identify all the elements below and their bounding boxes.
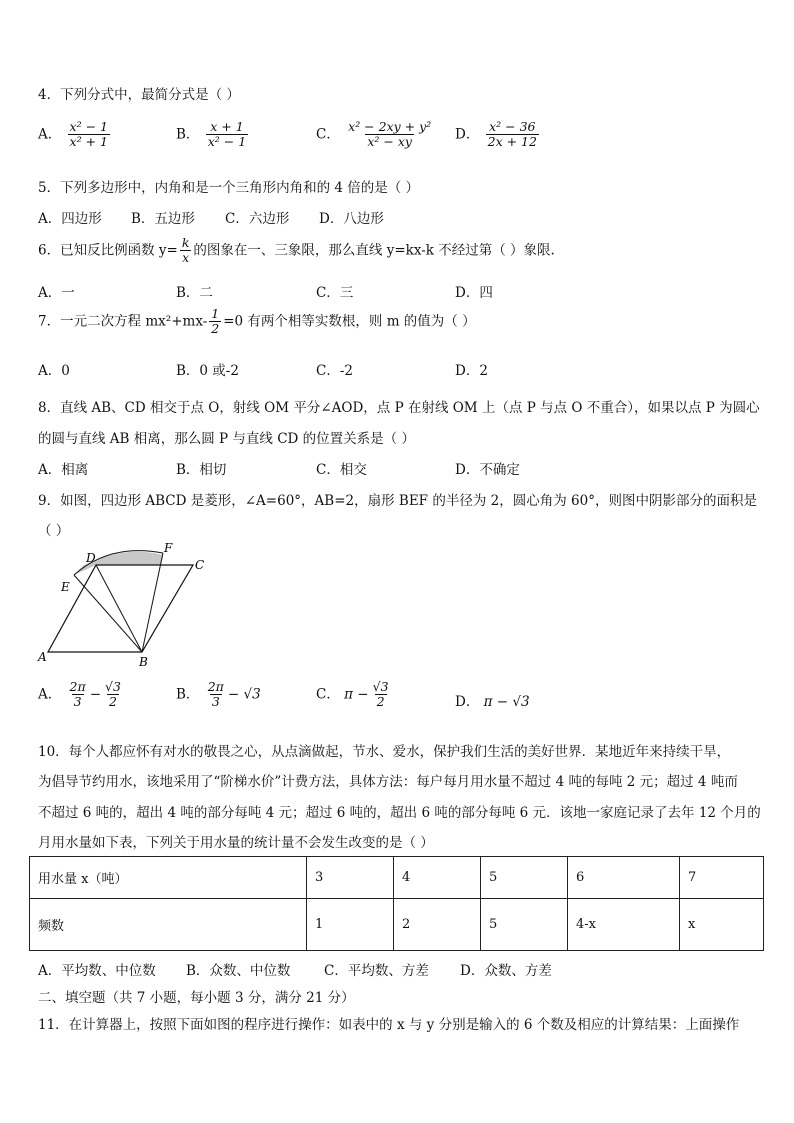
q10-line2: 为倡导节约用水，该地采用了“阶梯水价”计费方法，具体方法：每户每月用水量不超过 4 吨的每吨 2 元；超过 4 吨而 (38, 774, 738, 790)
q7-option-a[interactable]: A．0 (38, 363, 70, 379)
q6-option-c[interactable]: C．三 (316, 285, 354, 301)
q10-line1: 10．每个人都应怀有对水的敬畏之心，从点滴做起，节水、爱水，保护我们生活的美好世界．某地近年来持续干旱， (38, 744, 731, 760)
q8-option-a[interactable]: A．相离 (38, 462, 89, 478)
q5-option-b[interactable]: B．五边形 (131, 211, 195, 227)
table-row (30, 857, 764, 899)
q9-line1: 9．如图，四边形 ABCD 是菱形，∠A=60°，AB=2，扇形 BEF 的半径为 2，圆心角为 60°，则图中阴影部分的面积是 (38, 493, 757, 509)
label-c: C (195, 558, 205, 572)
q4-option-d[interactable]: D． $\frac{\text{x² − 36}}{2x + 12}$ (455, 119, 537, 150)
label-d: D (86, 551, 96, 565)
q10-option-b[interactable]: B．众数、中位数 (186, 963, 291, 979)
q8-option-b[interactable]: B．相切 (176, 462, 227, 478)
q11-line1: 11．在计算器上，按照下面如图的程序进行操作：如表中的 x 与 y 分别是输入的 6 个数及相应的计算结果：上面操作 (38, 1017, 740, 1033)
q9-option-b[interactable]: B． $\frac{2\pi}{3}$ − √3 (176, 679, 261, 710)
q6-stem: 6．已知反比例函数 y= $\frac{k}{x}$ 的图象在一、三象限，那么直线 y=kx-k 不经过第（ ）象限. (38, 235, 555, 266)
shaded-region-top (84, 552, 163, 565)
section-heading: 二、填空题（共 7 小题，每小题 3 分，满分 21 分） (38, 990, 355, 1006)
table-cell: 6 (568, 857, 680, 899)
table-cell: 4 (394, 857, 481, 899)
rhombus-abcd (48, 565, 193, 652)
q9-option-c[interactable]: C． π − $\frac{√3}{2}$ (316, 679, 389, 710)
rhombus-figure (30, 540, 220, 670)
q10-option-c[interactable]: C．平均数、方差 (324, 963, 429, 979)
q4-option-b[interactable]: B． $\frac{x + 1}{\text{x² − 1}}$ (176, 119, 247, 150)
q6-option-b[interactable]: B．二 (176, 285, 213, 301)
q5-option-a[interactable]: A．四边形 (38, 211, 102, 227)
table-cell: 7 (680, 857, 764, 899)
segment-bd (96, 565, 142, 652)
q10-option-a[interactable]: A．平均数、中位数 (38, 963, 156, 979)
table-cell: 4-x (568, 899, 680, 951)
segment-be (74, 575, 142, 652)
q4-stem: 4．下列分式中，最简分式是（ ） (38, 87, 240, 103)
q5-stem: 5．下列多边形中，内角和是一个三角形内角和的 4 倍的是（ ） (38, 180, 420, 196)
q10-option-d[interactable]: D．众数、方差 (460, 963, 552, 979)
table-cell: 3 (307, 857, 394, 899)
q4-option-c[interactable]: C． $\frac{\text{x² − 2xy + y²}}{\text{x² − xy}}$ (316, 119, 432, 150)
table-cell: 2 (394, 899, 481, 951)
label-f: F (164, 541, 173, 555)
q7-option-b[interactable]: B．0 或-2 (176, 363, 239, 379)
q7-option-c[interactable]: C．-2 (316, 363, 353, 379)
table-row (30, 899, 764, 951)
table-header-cell: 频数 (30, 899, 307, 951)
table-cell: 5 (481, 899, 568, 951)
q8-option-d[interactable]: D．不确定 (455, 462, 520, 478)
q8-line2: 的圆与直线 AB 相离，那么圆 P 与直线 CD 的位置关系是（ ） (38, 431, 415, 447)
q9-line2: （ ） (38, 523, 70, 539)
q9-option-d[interactable]: D． π − √3 (455, 694, 530, 710)
label-b: B (139, 655, 148, 669)
table-cell: 1 (307, 899, 394, 951)
q8-line1: 8．直线 AB、CD 相交于点 O，射线 OM 平分∠AOD，点 P 在射线 OM 上（点 P 与点 O 不重合），如果以点 P 为圆心 (38, 400, 760, 416)
segment-bf (142, 553, 163, 652)
table-cell: x (680, 899, 764, 951)
q8-option-c[interactable]: C．相交 (316, 462, 367, 478)
q6-option-a[interactable]: A．一 (38, 285, 75, 301)
table-cell: 5 (481, 857, 568, 899)
q4-option-a[interactable]: A． $\frac{\text{x² − 1}}{\text{x² + 1}}$ (38, 119, 108, 150)
table-header-cell: 用水量 x（吨） (30, 857, 307, 899)
label-e: E (61, 580, 70, 594)
water-usage-table (29, 856, 764, 951)
q7-stem: 7．一元二次方程 mx²+mx- $\frac{1}{2}$ =0 有两个相等实数根，则 m 的值为（ ） (38, 306, 476, 337)
label-a: A (38, 650, 47, 664)
q9-option-a[interactable]: A． $\frac{2\pi}{3}$ − $\frac{√3}{2}$ (38, 679, 121, 710)
q10-line3: 不超过 6 吨的，超出 4 吨的部分每吨 4 元；超过 6 吨的，超出 6 吨的部分每吨 6 元．该地一家庭记录了去年 12 个月的 (38, 805, 761, 821)
q5-option-c[interactable]: C．六边形 (225, 211, 290, 227)
q10-line4: 月用水量如下表，下列关于用水量的统计量不会发生改变的是（ ） (38, 835, 434, 851)
q5-option-d[interactable]: D．八边形 (319, 211, 384, 227)
option-letter: A． (38, 126, 62, 143)
q7-option-d[interactable]: D．2 (455, 363, 488, 379)
q6-option-d[interactable]: D．四 (455, 285, 493, 301)
